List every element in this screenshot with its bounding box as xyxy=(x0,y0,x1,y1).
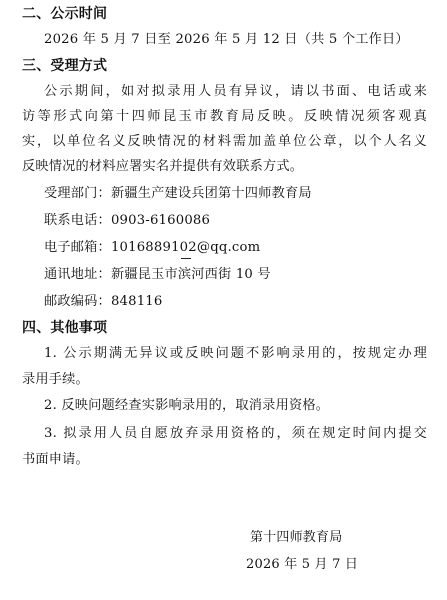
contact-label-email: 电子邮箱： xyxy=(44,240,111,255)
signature-organization: 第十四师教育局 xyxy=(250,530,343,545)
contact-value-postcode: 848116 xyxy=(110,294,163,309)
contact-row-department xyxy=(44,184,312,204)
contact-label-phone: 联系电话： xyxy=(44,213,111,228)
contact-value-department: 新疆生产建设兵团第十四师教育局 xyxy=(110,186,312,201)
contact-row-email xyxy=(44,238,260,258)
other-item-2-line-1: 2. 反映问题经查实影响录用的，取消录用资格。 xyxy=(44,398,330,413)
contact-value-phone: 0903-6160086 xyxy=(110,213,211,228)
contact-label-department: 受理部门： xyxy=(44,186,111,201)
acceptance-paragraph-line-1: 公示期间，如对拟录用人员有异议，请以书面、电话或来 xyxy=(44,84,427,99)
acceptance-paragraph-line-2: 访等形式向第十四师昆玉市教育局反映。反映情况须客观真 xyxy=(22,109,427,124)
section-heading-acceptance-method: 三、受理方式 xyxy=(22,58,108,74)
signature-date: 2026 年 5 月 7 日 xyxy=(246,557,359,572)
contact-row-postcode xyxy=(44,292,162,312)
email-underline-mark xyxy=(181,258,191,259)
contact-row-phone xyxy=(44,211,210,231)
contact-label-address: 通讯地址： xyxy=(44,267,111,282)
contact-value-email: 1016889102@qq.com xyxy=(110,240,261,255)
other-item-3-line-1: 3. 拟录用人员自愿放弃录用资格的，须在规定时间内提交 xyxy=(44,426,427,441)
contact-label-postcode: 邮政编码： xyxy=(44,294,111,309)
publicity-period: 2026 年 5 月 7 日至 2026 年 5 月 12 日（共 5 个工作日） xyxy=(44,32,409,47)
contact-row-address xyxy=(44,265,271,285)
acceptance-paragraph-line-4: 反映情况的材料应署实名并提供有效联系方式。 xyxy=(22,159,304,174)
contact-value-address: 新疆昆玉市滨河西街 10 号 xyxy=(110,267,271,282)
other-item-1-line-2: 录用手续。 xyxy=(22,372,89,387)
acceptance-paragraph-line-3: 实，以单位名义反映情况的材料需加盖单位公章，以个人名义 xyxy=(22,134,427,149)
other-item-3-line-2: 书面申请。 xyxy=(22,452,89,467)
other-item-1-line-1: 1. 公示期满无异议或反映问题不影响录用的，按规定办理 xyxy=(44,346,427,361)
section-heading-other-matters: 四、其他事项 xyxy=(22,320,108,336)
section-heading-publicity-time: 二、公示时间 xyxy=(22,6,108,22)
